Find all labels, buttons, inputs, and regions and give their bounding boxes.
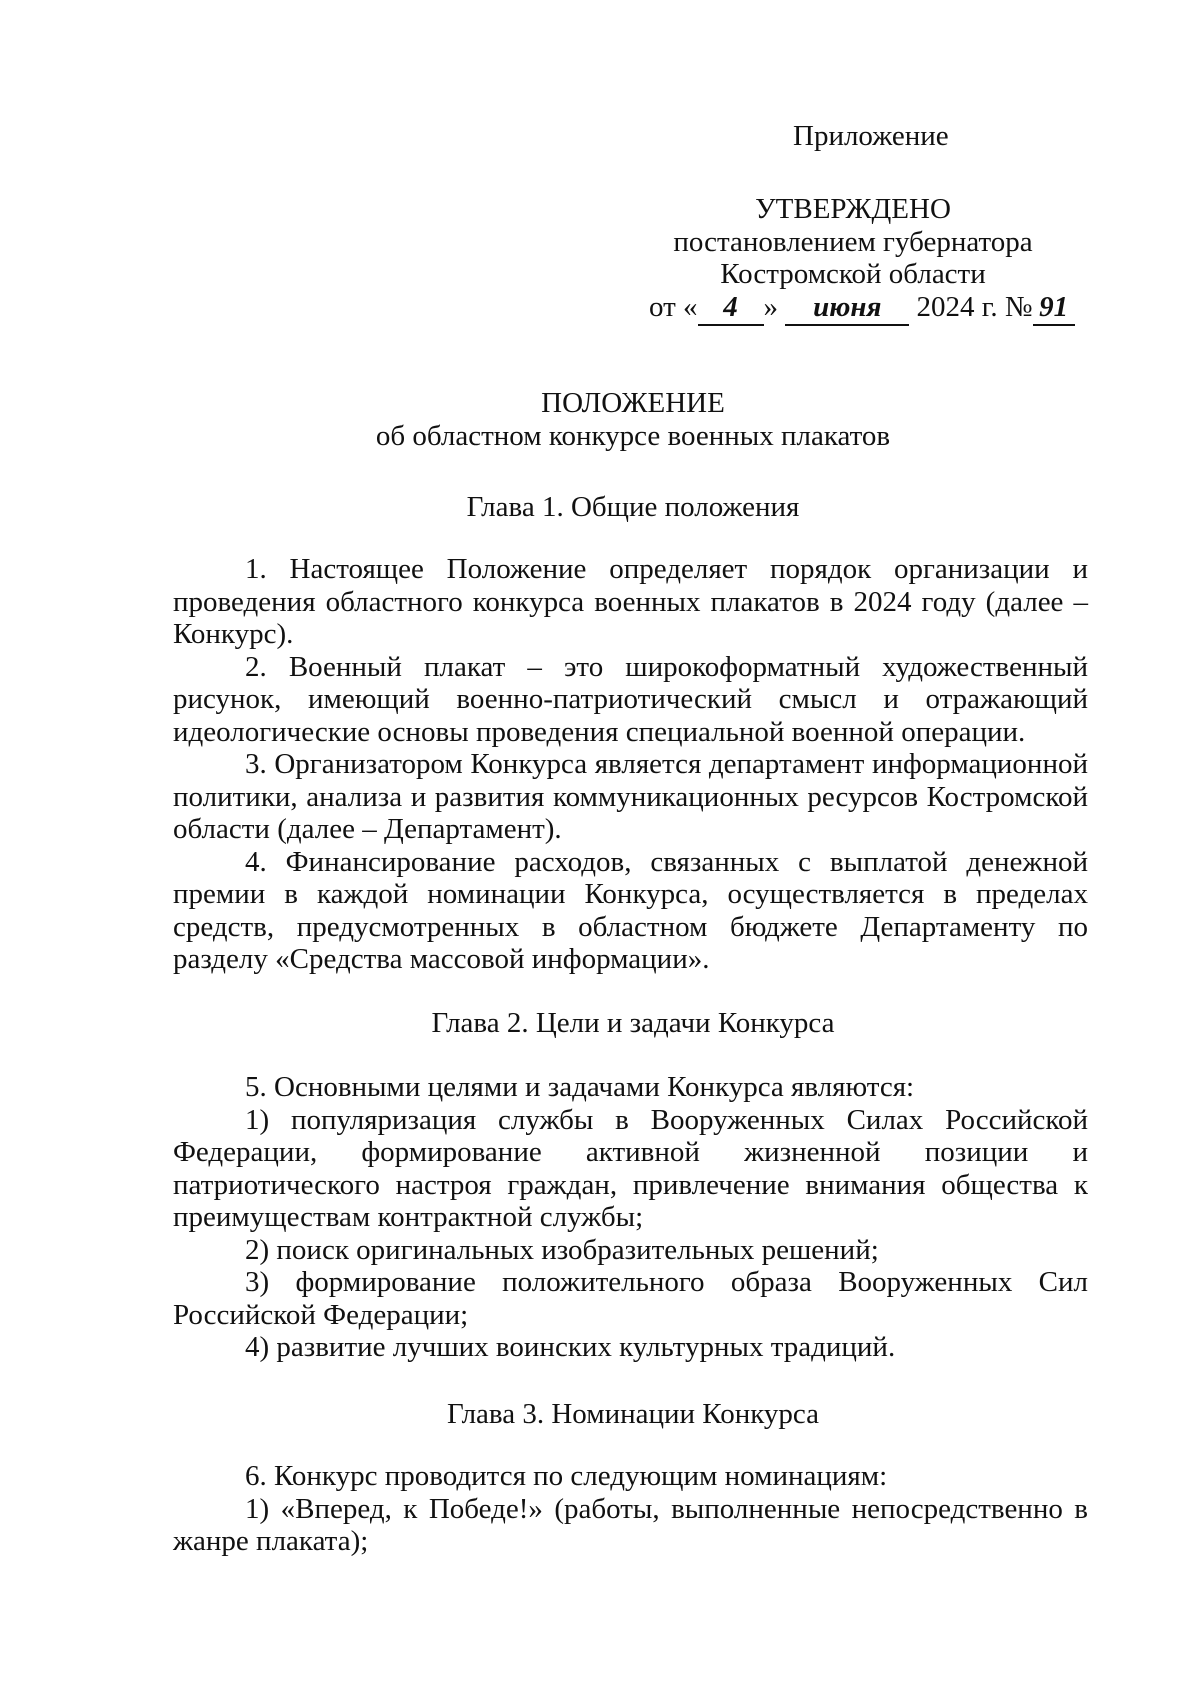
chapter-2-body xyxy=(173,1071,1088,1364)
handwritten-doc-number: 91 xyxy=(1033,291,1075,326)
approval-date-line xyxy=(649,291,1075,326)
date-mid: » xyxy=(763,291,779,323)
approved-by-line-1: постановлением губернатора xyxy=(673,225,1033,258)
appendix-label: Приложение xyxy=(793,120,949,152)
paragraph: 1. Настоящее Положение определяет порядок организации и проведения областного конкурса военных плакатов в 2024 году (далее – Конкурс). xyxy=(173,553,1088,650)
handwritten-day: 4 xyxy=(698,291,764,326)
paragraph: 5. Основными целями и задачами Конкурса являются: xyxy=(245,1071,915,1103)
paragraph: 2) поиск оригинальных изобразительных решений; xyxy=(245,1233,879,1266)
document-title-main: ПОЛОЖЕНИЕ xyxy=(541,387,725,419)
chapter-3-body xyxy=(173,1460,1088,1558)
approved-by-line-2: Костромской области xyxy=(720,258,986,290)
chapter-1-heading: Глава 1. Общие положения xyxy=(466,491,800,523)
approval-block xyxy=(640,193,1066,291)
date-prefix: от « xyxy=(649,291,698,323)
chapter-1-body xyxy=(173,553,1088,976)
paragraph: 1) популяризация службы в Вооруженных Силах Российской Федерации, формирование активной жизненной позиции и патриотического настроя граждан, привлечение внимания общества к преимуществам контрактной службы; xyxy=(173,1103,1088,1233)
date-year: 2024 г. № xyxy=(916,291,1033,323)
document-title xyxy=(0,387,1200,452)
paragraph: 4) развитие лучших воинских культурных традиций. xyxy=(245,1331,896,1363)
approved-stamp-text: УТВЕРЖДЕНО xyxy=(755,193,951,225)
paragraph: 3) формирование положительного образа Вооруженных Сил Российской Федерации; xyxy=(173,1266,1088,1331)
paragraph: 4. Финансирование расходов, связанных с выплатой денежной премии в каждой номинации Конкурса, осуществляется в пределах средств, предусмотренных в областном бюджете Департаменту по разделу «Средства массовой информации». xyxy=(173,845,1088,975)
document-title-sub: об областном конкурсе военных плакатов xyxy=(375,419,891,452)
paragraph: 6. Конкурс проводится по следующим номинациям: xyxy=(245,1460,888,1492)
chapter-2-heading: Глава 2. Цели и задачи Конкурса xyxy=(431,1007,835,1039)
paragraph: 2. Военный плакат – это широкоформатный художественный рисунок, имеющий военно-патриотический смысл и отражающий идеологические основы проведения специальной военной операции. xyxy=(173,650,1088,748)
paragraph: 1) «Вперед, к Победе!» (работы, выполненные непосредственно в жанре плаката); xyxy=(173,1492,1088,1557)
paragraph: 3. Организатором Конкурса является департамент информационной политики, анализа и развития коммуникационных ресурсов Костромской области (далее – Департамент). xyxy=(173,748,1088,845)
handwritten-month: июня xyxy=(785,291,909,326)
chapter-3-heading: Глава 3. Номинации Конкурса xyxy=(446,1398,819,1430)
